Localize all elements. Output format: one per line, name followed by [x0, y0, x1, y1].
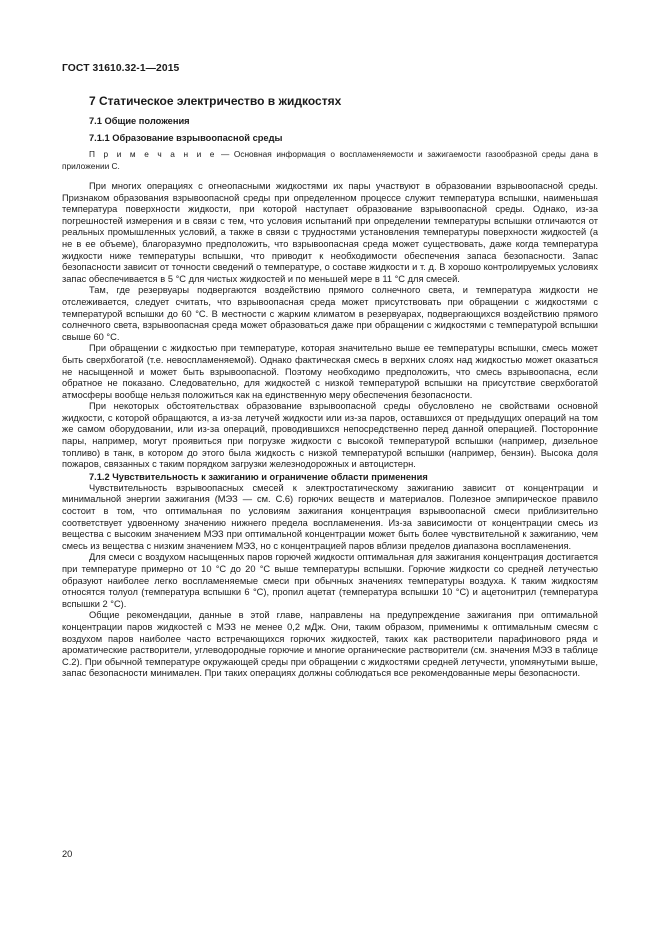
- section-title: 7 Статическое электричество в жидкостях: [89, 94, 342, 108]
- standard-number: ГОСТ 31610.32-1—2015: [62, 63, 180, 74]
- subsection-title: 7.1 Общие положения: [89, 116, 190, 126]
- subsection2-title: 7.1.2 Чувствительность к зажиганию и ограничение области применения: [89, 471, 428, 482]
- paragraph-overrich: При обращении с жидкостью при температуре, которая значительно выше ее температуры вспышки, смесь может быть сверхбогатой (т.е. невоспламеняемой). Однако фактическая смесь в верхних слоях над жидкостью может оказаться не насыщенной и может быть взрывоопасной. Поэтому необходимо предположить, что смесь взрывоопасна, если обратное не показано. Следовательно, для жидкостей с низкой температурой вспышки на присутствие сверхбогатой атмосферы вообще нельзя положиться как на единственную меру обеспечения безопасности.: [62, 343, 598, 400]
- note-text: — Основная информация о воспламеняемости и зажигаемости газообразной среды дана в приложении С.: [62, 149, 598, 171]
- note: [62, 148, 598, 172]
- content-area: [62, 93, 598, 680]
- paragraph-sensitivity: Чувствительность взрывоопасных смесей к электростатическому зажиганию зависит от концентрации и минимальной энергии зажигания (МЭЗ — см. С.6) горючих веществ и материалов. Полезное эмпирическое правило состоит в том, что оптимальная по условиям зажигания концентрация взрывоопасной смеси приблизительно соответствует удвоенному значению нижнего предела воспламенения. Из-за зависимости от концентрации смесь из вещества с высоким значением МЭЗ при оптимальной концентрации может быть более чувствительной к зажиганию, чем смесь из вещества с низким значением МЭЗ, но с концентрацией паров вблизи пределов диапазона воспламенения.: [62, 482, 598, 551]
- paragraph-vapour-mixture: Для смеси с воздухом насыщенных паров горючей жидкости оптимальная для зажигания концентрация достигается при температуре примерно от 10 °С до 20 °С выше температуры вспышки. Горючие жидкости со средней летучестью образуют наиболее легко воспламеняемые смеси при обычных значениях температуры воздуха. К таким жидкостям относятся толуол (температура вспышки 6 °С), пропил ацетат (температура вспышки 10 °С) и ацетонитрил (температура вспышки 2 °С).: [62, 552, 598, 609]
- paragraph-flash-point: При многих операциях с огнеопасными жидкостями их пары участвуют в образовании взрывоопасной среды. Признаком образования взрывоопасной среды при определенном процессе служит температура вспышки, наименьшая температура поверхности жидкости, при которой наступает образование взрывоопасной среды. Однако, из-за погрешностей измерения и в связи с тем, что условия испытаний при определении температуры вспышки отличаются от реальных промышленных условий, а также в связи с трудностями установления температуры поверхности жидкостей (а не в ее объеме), благоразумно предположить, что взрывоопасная среда может существовать, даже когда температура жидкости ниже температуры вспышки, что приводит к необходимости обеспечения запаса безопасности. Запас безопасности зависит от точности сведений о температуре, о составе жидкости и т. д. В хорошо контролируемых условиях запас обеспечивается в 5 °С для чистых жидкостей и по меньшей мере в 11 °С для смесей.: [62, 181, 598, 284]
- paragraph-recommendations: Общие рекомендации, данные в этой главе, направлены на предупреждение зажигания при оптимальной концентрации паров жидкостей с МЭЗ не менее 0,2 мДж. Они, таким образом, применимы к оптимальным смесям с воздухом паров наиболее часто встречающихся горючих жидкостей, таких как растворители парафинового ряда и ароматические растворители, углеводородные горючие и многие органические растворители (см. значения МЭЗ в таблице С.2). При обычной температуре окружающей среды при обращении с жидкостями средней летучести, упомянутыми выше, запас безопасности минимален. При таких операциях должны соблюдаться все рекомендованные меры безопасности.: [62, 610, 598, 679]
- page-number: 20: [62, 849, 73, 859]
- subsubsection-title: 7.1.1 Образование взрывоопасной среды: [89, 133, 283, 143]
- paragraph-sunlight: Там, где резервуары подвергаются воздействию прямого солнечного света, и температура жидкости не отслеживается, следует считать, что взрывоопасная среда может присутствовать при обращении с жидкостями с температурой вспышки до 60 °С. В местности с жарким климатом в резервуарах, подвергающихся воздействию прямого солнечного света, взрывоопасная среда может образоваться даже при обращении с жидкостями с температурой вспышки свыше 60 °С.: [62, 285, 598, 342]
- note-label: П р и м е ч а н и е: [89, 149, 217, 159]
- paragraph-switch-loading: При некоторых обстоятельствах образование взрывоопасной среды обусловлено не свойствами основной жидкости, с которой обращаются, а из-за летучей жидкости или из-за паров, оставшихся от предыдущих операций на том же самом оборудовании, или из-за операций, проводившихся непосредственно перед данной операцией. Посторонние пары, например, могут проявиться при погрузке жидкости с высокой температурой вспышки (например, дизельное топливо) в танк, в котором до этого была жидкость с низкой температурой вспышки (например, бензин). Высока доля пожаров, связанных с таким порядком загрузки железнодорожных и автоцистерн.: [62, 401, 598, 470]
